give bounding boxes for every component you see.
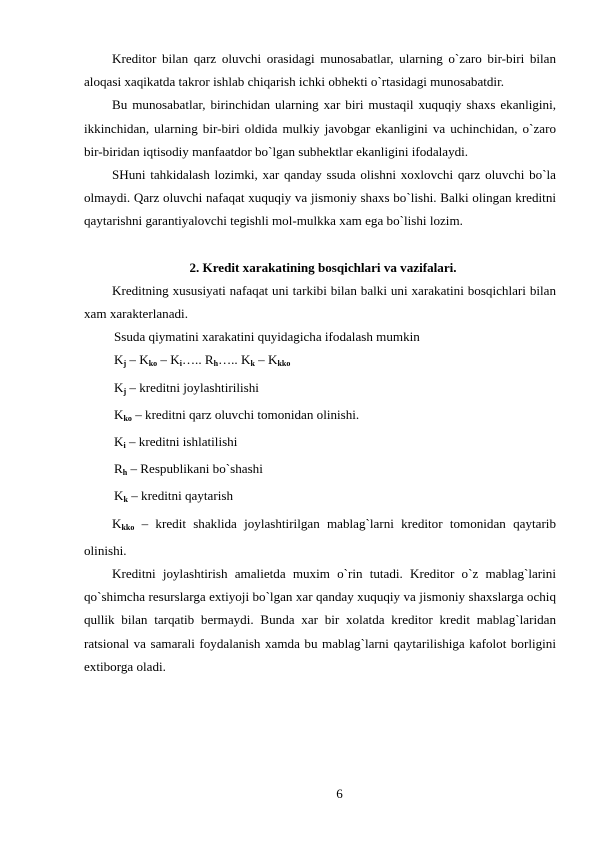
paragraph-borrower-requirements: SHuni tahkidalash lozimki, xar qanday ssuda olishni xoxlovchi qarz oluvchi bo`la olmaydi. Qarz oluvchi nafaqat xuquqiy va jismoniy shaxs bo`lishi. Balki olingan kreditni qaytarishni garantiyalovchi tegishli mol-mulkka xam ega bo`lishi lozim. — [84, 167, 556, 229]
formula-intro-line: Ssuda qiymatini xarakatini quyidagicha ifodalash mumkin — [114, 329, 420, 345]
credit-movement-formula: $K_j - K_{ko}$ – $K_i\dots$.. $R_h\dots$.. $K_k - K_{kko}$ — [114, 352, 291, 369]
page-number: 6 — [336, 786, 343, 801]
definition-line: $K_k$ – kreditni qaytarish — [114, 488, 234, 505]
document-page — [84, 47, 556, 678]
paragraph-credit-placement: Kreditni joylashtirish amalietda muxim o`rin tutadi. Kreditor o`z mablag`larini qo`shimcha resurslarga extiyoji bo`lgan xar qanday xuquqiy va jismoniy shaxslarga ochiq qullik bilan tarqatib bermaydi. Bunda xar bir xolatda kreditor kredit mablag`laridan ratsional va samarali foydalanish xamda bu mablag`larni qaytarilishiga kafolot borligini extiborga oladi. — [84, 566, 556, 674]
paragraph-creditor-relations: Kreditor bilan qarz oluvchi orasidagi munosabatlar, ularning o`zaro bir-biri bilan aloqasi xaqikatda takror ishlab chiqarish ichki obhekti o`rtasidagi munosabatdir. — [84, 51, 556, 90]
definition-line: $R_h$ – Respublikani bo`shashi — [114, 461, 263, 478]
section-heading: 2. Kredit xarakatining bosqichlari va vazifalari. — [189, 259, 457, 275]
definition-kko-paragraph: $K_{kko}$ – kredit shaklida joylashtirilgan mablag`larni kreditor tomonidan qaytarib olinishi. — [84, 515, 556, 558]
paragraph-relations-meaning: Bu munosabatlar, birinchidan ularning xar biri mustaqil xuquqiy shaxs ekanligini, ikkinchidan, ularning bir-biri oldida mulkiy javobgar ekanligini va uchinchidan, o`zaro bir-biridan iqtisodiy manfaatdor bo`lgan subhektlar ekanligini ifodalaydi. — [84, 97, 556, 159]
paragraph-credit-stages-intro: Kreditning xususiyati nafaqat uni tarkibi bilan balki uni xarakatini bosqichlari bilan xam xarakterlanadi. — [84, 282, 556, 322]
definition-line: $K_j$ – kreditni joylashtirilishi — [114, 379, 259, 396]
definition-line: $K_i$ – kreditni ishlatilishi — [114, 434, 238, 451]
definition-line: $K_{ko}$ – kreditni qarz oluvchi tomonidan olinishi. — [114, 406, 360, 423]
